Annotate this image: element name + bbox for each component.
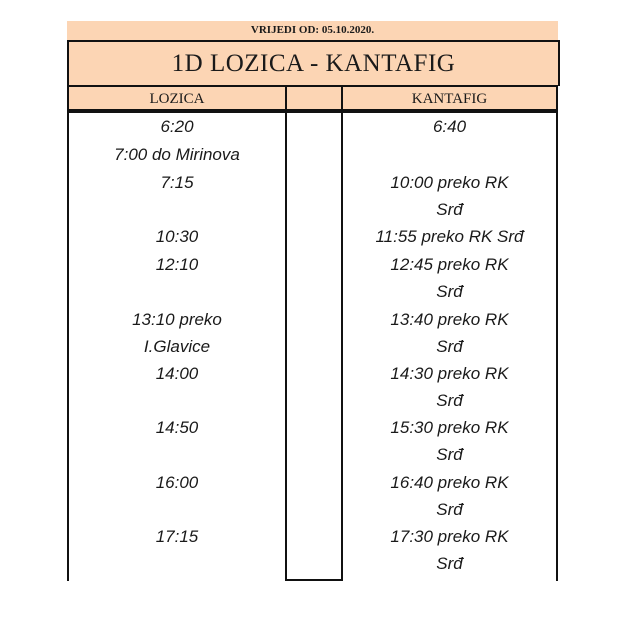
validity-date: VRIJEDI OD: 05.10.2020.: [67, 21, 558, 40]
departure-lozica-3: 7:15: [160, 173, 194, 192]
departure-lozica-2: 7:00 do Mirinova: [114, 145, 240, 164]
route-title: 1D LOZICA - KANTAFIG: [67, 40, 560, 86]
departure-lozica-1: 6:20: [160, 117, 194, 136]
departure-kantafig-8: 16:40 preko RK Srđ: [390, 473, 509, 519]
departure-kantafig-6: 14:30 preko RK Srđ: [390, 364, 509, 410]
departure-lozica-4: 10:30: [155, 227, 199, 246]
departure-kantafig-4: 12:45 preko RK Srđ: [390, 255, 509, 301]
column-header-kantafig: KANTAFIG: [341, 86, 558, 111]
departure-lozica-7: 14:00: [155, 364, 199, 383]
departure-kantafig-3: 11:55 preko RK Srđ: [375, 227, 524, 246]
spacer-column: [285, 111, 343, 581]
departure-kantafig-1: 6:40: [432, 117, 467, 136]
lozica-departures: [67, 111, 287, 581]
departure-kantafig-9: 17:30 preko RK Srđ: [390, 527, 509, 573]
departure-lozica-6: 13:10 preko I.Glavice: [132, 310, 222, 356]
departure-kantafig-7: 15:30 preko RK Srđ: [390, 418, 509, 464]
column-header-lozica: LOZICA: [67, 86, 287, 111]
kantafig-departures: [341, 111, 558, 581]
departure-lozica-5: 12:10: [155, 255, 199, 274]
departure-lozica-10: 17:15: [155, 527, 199, 546]
departure-kantafig-2: 10:00 preko RK Srđ: [390, 173, 509, 219]
departure-lozica-9: 16:00: [155, 473, 199, 492]
departure-lozica-8: 14:50: [155, 418, 199, 437]
column-header-spacer: [287, 86, 341, 111]
departure-kantafig-5: 13:40 preko RK Srđ: [390, 310, 509, 356]
